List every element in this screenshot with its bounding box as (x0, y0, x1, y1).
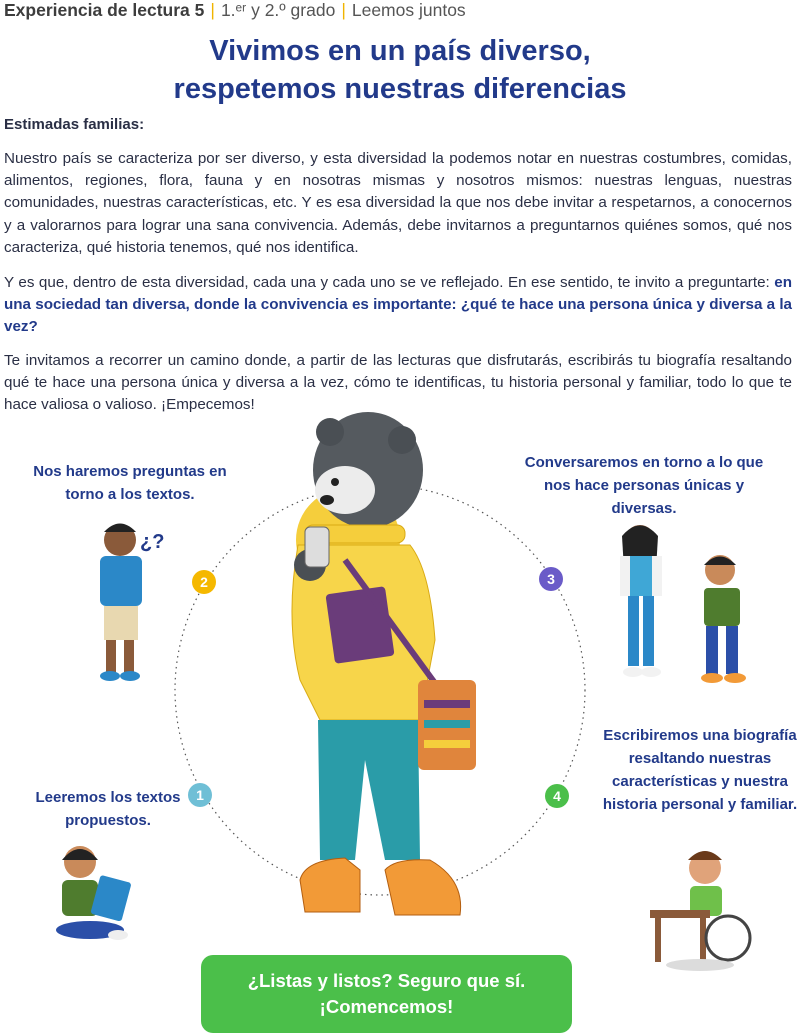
separator: | (210, 0, 215, 20)
paragraph-1: Nuestro país se caracteriza por ser diverso, y esta diversidad la podemos notar en nuestras costumbres, comidas, alimentos, regiones, flora, fauna y en nosotras mismas y nosotros mismos: nuestras lenguas, nuestras comunidades, nuestras características, etc. Y es esa diversidad la que nos debe invitar a respetarnos, a conocernos y a valorarnos para lograr una sana convivencia. Además, debe invitarnos a preguntarnos quiénes somos, qué nos caracteriza, qué historia tenemos, qué nos identifica. (4, 150, 792, 256)
grade-label: 1.ᵉʳ y 2.º grado (220, 0, 336, 20)
svg-text:¿?: ¿? (140, 531, 165, 553)
child-reading-illustration (56, 846, 132, 940)
paragraph-3: Te invitamos a recorrer un camino donde, a partir de las lecturas que disfrutarás, escribirás tu biografía resaltando qué te hace una persona única y diversa a la vez, cómo te identificas, tu historia personal y familiar, todo lo que te hace valiosa o valioso. ¡Empecemos! (4, 352, 792, 414)
section-label: Leemos juntos (351, 0, 466, 20)
step-1-badge: 1 (188, 783, 212, 807)
series-title: Experiencia de lectura 5 (4, 0, 205, 20)
step-2-badge: 2 (192, 570, 216, 594)
start-cta-banner (201, 955, 572, 1033)
children-talking-illustration (620, 525, 746, 683)
child-writing-illustration (650, 851, 750, 971)
paragraph-2-intro: Y es que, dentro de esta diversidad, cada una y cada uno se ve reflejado. En ese sentido, te invito a preguntarte: (4, 274, 775, 291)
separator: | (341, 0, 346, 20)
step-4-label: Escribiremos una biografía resaltando nuestras características y nuestra historia personal y familiar. (602, 727, 798, 813)
key-question: en una sociedad tan diversa, donde la convivencia es importante: ¿qué te hace una persona única y diversa a la vez? (4, 274, 792, 336)
step-3-label: Conversaremos en torno a lo que nos hace personas únicas y diversas. (524, 454, 764, 517)
step-4-badge: 4 (545, 784, 569, 808)
title-line-1: Vivimos en un país diverso, (209, 35, 591, 67)
cta-line-1: ¿Listas y listos? Seguro que sí. (247, 970, 526, 991)
step-1-label: Leeremos los textos propuestos. (35, 789, 181, 829)
step-2-label: Nos haremos preguntas en torno a los textos. (33, 463, 227, 503)
step-3-badge: 3 (539, 567, 563, 591)
title-line-2: respetemos nuestras diferencias (173, 73, 627, 105)
child-thinking-illustration (100, 524, 164, 682)
bear-mascot-illustration (292, 412, 476, 915)
greeting: Estimadas familias: (4, 116, 145, 133)
cta-line-2: ¡Comencemos! (319, 996, 454, 1017)
